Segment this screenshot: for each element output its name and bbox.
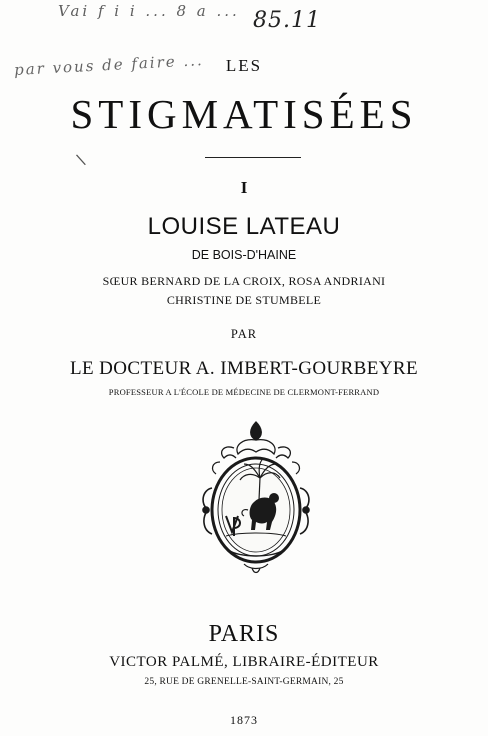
imprint-publisher: VICTOR PALMÉ, LIBRAIRE-ÉDITEUR bbox=[109, 654, 379, 670]
handwritten-note-second: par vous de faire ... bbox=[13, 51, 205, 79]
subject-place: DE BOIS-D'HAINE bbox=[191, 248, 297, 262]
subject-name: LOUISE LATEAU bbox=[147, 213, 341, 240]
other-subjects-line-1: SŒUR BERNARD DE LA CROIX, ROSA ANDRIANI bbox=[102, 274, 386, 288]
other-subjects-line-2: CHRISTINE DE STUMBELE bbox=[166, 293, 322, 307]
volume-number: I bbox=[240, 178, 248, 197]
by-label: PAR bbox=[230, 327, 258, 341]
imprint-address: 25, RUE DE GRENELLE-SAINT-GERMAIN, 25 bbox=[144, 677, 344, 687]
handwritten-shelf-number: 85.11 bbox=[253, 8, 321, 33]
author-name: LE DOCTEUR A. IMBERT-GOURBEYRE bbox=[70, 358, 418, 379]
imprint-city: PARIS bbox=[208, 621, 280, 647]
title-rule bbox=[205, 157, 301, 158]
author-title: PROFESSEUR A L'ÉCOLE DE MÉDECINE DE CLERMONT-FERRAND bbox=[108, 387, 380, 397]
imprint-year: 1873 bbox=[230, 713, 258, 727]
handwritten-note-top: Vai f i i ... 8 a ... bbox=[58, 2, 240, 20]
printer-device-emblem-icon bbox=[194, 418, 318, 578]
pre-title: LES bbox=[225, 56, 263, 75]
book-title: STIGMATISÉES bbox=[70, 91, 418, 137]
pen-mark: \ bbox=[73, 150, 89, 169]
